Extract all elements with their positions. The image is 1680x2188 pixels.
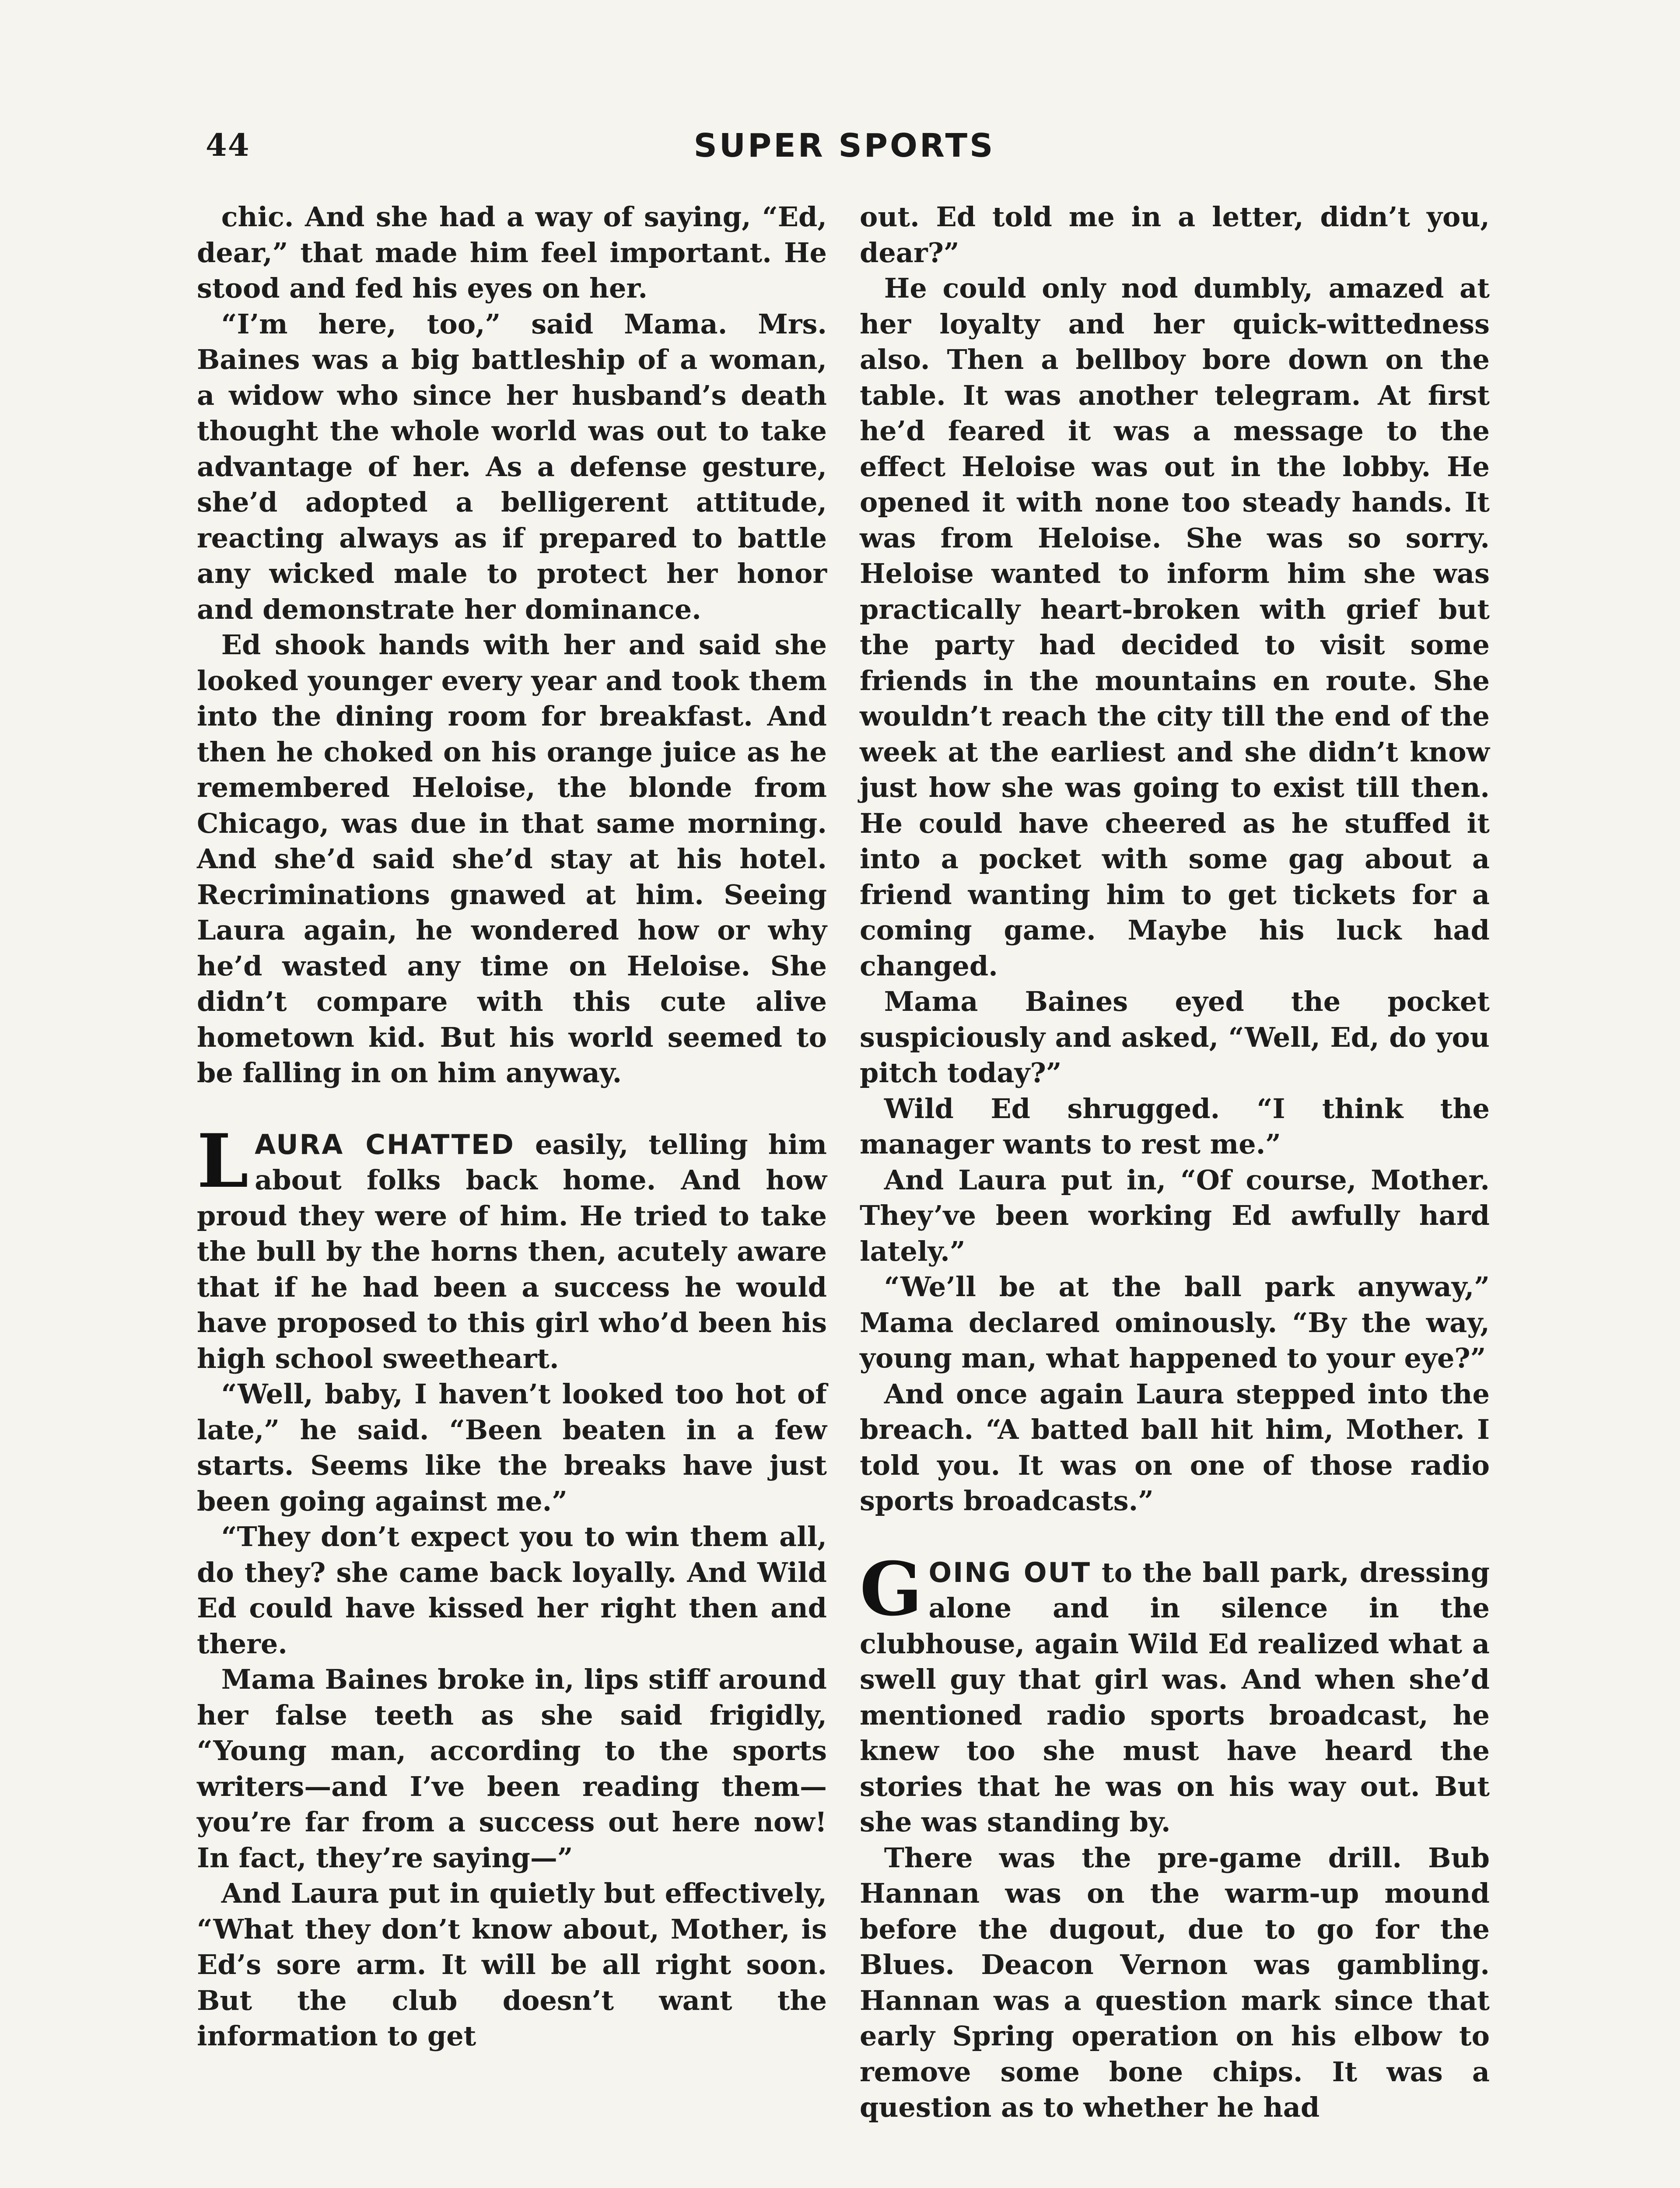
section-lead-in: OING OUT <box>928 1556 1092 1588</box>
section-opening-paragraph <box>860 1545 1490 1840</box>
paragraph: Mama Baines broke in, lips stiff around her false teeth as she said frigidly, “Young man, according to the sports writers—and I’ve been reading them—you’re far from a success out here now! In fact, they’re saying—” <box>197 1663 827 1874</box>
paragraph: “Well, baby, I haven’t looked too hot of late,” he said. “Been beaten in a few starts. Seems like the breaks have just been going against me.” <box>197 1378 827 1517</box>
left-column <box>197 199 827 2054</box>
paragraph-text: to the ball park, dressing alone and in silence in the clubhouse, again Wild Ed realized what a swell guy that girl was. And when she’d mentioned radio sports broadcast, he knew too she must have heard the stories that he was on his way out. But she was standing by. <box>860 1556 1490 1838</box>
paragraph: chic. And she had a way of saying, “Ed, dear,” that made him feel important. He stood and fed his eyes on her. <box>197 201 827 304</box>
paragraph: “I’m here, too,” said Mama. Mrs. Baines was a big battleship of a woman, a widow who since her husband’s death thought the whole world was out to take advantage of her. As a defense gesture, she’d adopted a belligerent attitude, reacting always as if prepared to battle any wicked male to protect her honor and demonstrate her dominance. <box>197 308 827 625</box>
paragraph: And Laura put in, “Of course, Mother. They’ve been working Ed awfully hard lately.” <box>860 1164 1490 1267</box>
paragraph: Wild Ed shrugged. “I think the manager wants to rest me.” <box>860 1092 1490 1160</box>
right-column <box>860 199 1490 2125</box>
paragraph: And once again Laura stepped into the breach. “A batted ball hit him, Mother. I told you. It was on one of those radio sports broadcasts.” <box>860 1378 1490 1517</box>
page-number: 44 <box>206 127 250 163</box>
drop-cap: G <box>860 1545 923 1632</box>
page-header <box>206 127 1483 175</box>
paragraph: And Laura put in quietly but effectively, “What they don’t know about, Mother, is Ed’s sore arm. It will be all right soon. But the club doesn’t want the information to get <box>197 1877 827 2052</box>
paragraph: “They don’t expect you to win them all, do they? she came back loyally. And Wild Ed could have kissed her right then and there. <box>197 1521 827 1660</box>
paragraph-text: easily, telling him about folks back home. And how proud they were of him. He tried to take the bull by the horns then, acutely aware that if he had been a success he would have proposed to this girl who’d been his high school sweetheart. <box>197 1128 827 1375</box>
paragraph: Mama Baines eyed the pocket suspiciously and asked, “Well, Ed, do you pitch today?” <box>860 985 1490 1089</box>
section-opening-paragraph <box>197 1117 827 1377</box>
paragraph: He could only nod dumbly, amazed at her loyalty and her quick-wittedness also. Then a bellboy bore down on the table. It was another telegram. At first he’d feared it was a message to the effect Heloise was out in the lobby. He opened it with none too steady hands. It was from Heloise. She was so sorry. Heloise wanted to inform him she was practically heart-broken with grief but the party had decided to visit some friends in the mountains en route. She wouldn’t reach the city till the end of the week at the earliest and she didn’t know just how she was going to exist till then. He could have cheered as he stuffed it into a pocket with some gag about a friend wanting him to get tickets for a coming game. Maybe his luck had changed. <box>860 272 1490 982</box>
paragraph: Ed shook hands with her and said she looked younger every year and took them into the dining room for breakfast. And then he choked on his orange juice as he remembered Heloise, the blonde from Chicago, was due in that same morning. And she’d said she’d stay at his hotel. Recriminations gnawed at him. Seeing Laura again, he wondered how or why he’d wasted any time on Heloise. She didn’t compare with this cute alive hometown kid. But his world seemed to be falling in on him anyway. <box>197 629 827 1089</box>
paragraph: There was the pre-game drill. Bub Hannan was on the warm-up mound before the dugout, due to go for the Blues. Deacon Vernon was gambling. Hannan was a question mark since that early Spring operation on his elbow to remove some bone chips. It was a question as to whether he had <box>860 1841 1490 2123</box>
paragraph: “We’ll be at the ball park anyway,” Mama declared ominously. “By the way, young man, what happened to your eye?” <box>860 1271 1490 1374</box>
section-lead-in: AURA CHATTED <box>255 1128 515 1161</box>
running-head-title: SUPER SPORTS <box>693 127 995 165</box>
drop-cap: L <box>197 1117 249 1204</box>
continued-paragraph: out. Ed told me in a letter, didn’t you, dear?” <box>860 201 1490 269</box>
